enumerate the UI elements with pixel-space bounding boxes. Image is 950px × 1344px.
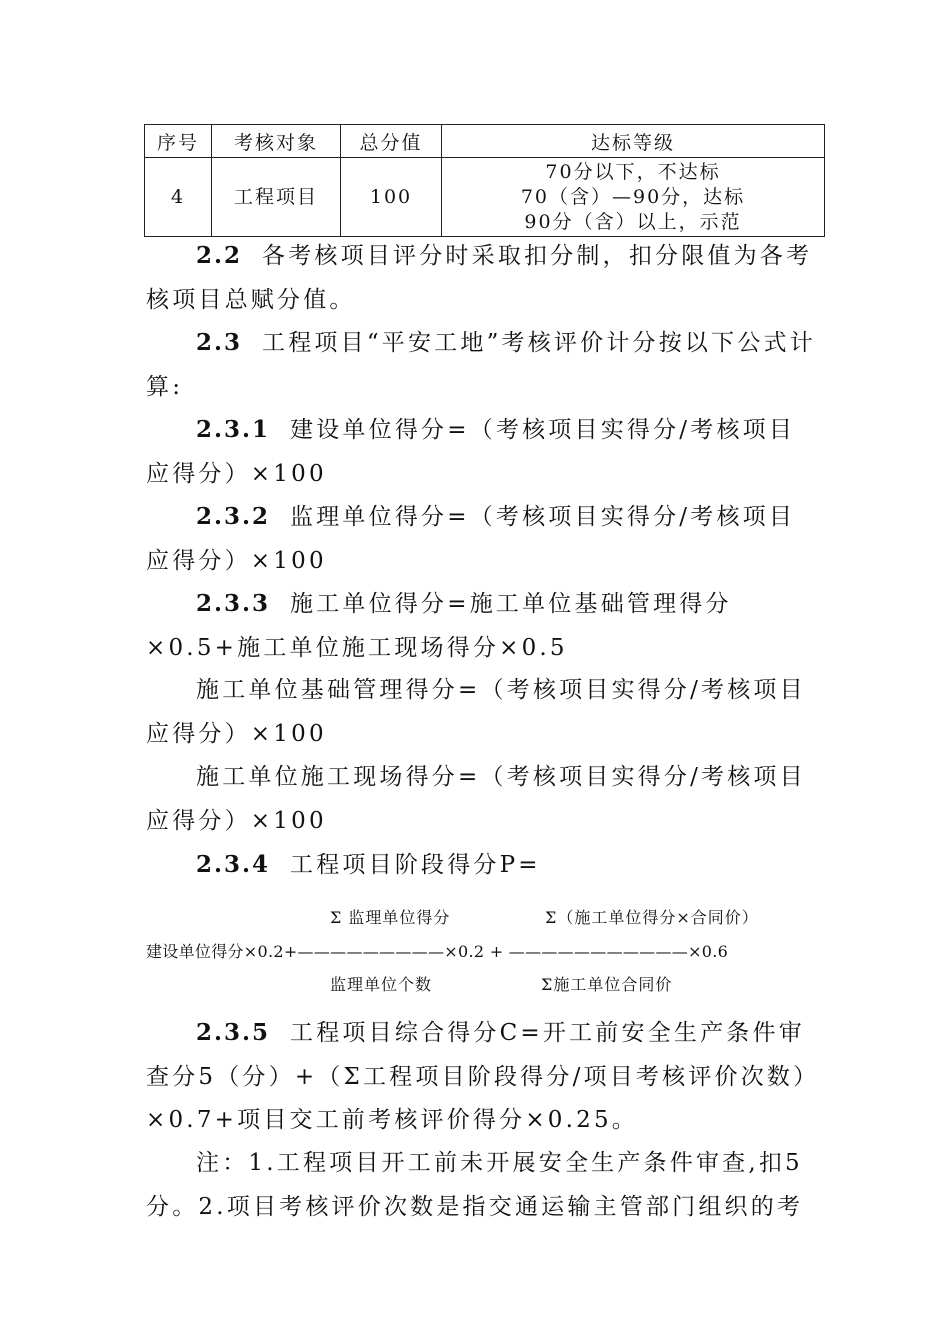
paragraph-2-3-3 <box>146 582 816 670</box>
header-cell-no: 序号 <box>145 125 212 158</box>
section-number: 2.3.4 <box>196 851 271 878</box>
paragraph-text: 各考核项目评分时采取扣分制，扣分限值为各考核项目总赋分值。 <box>146 243 813 313</box>
header-cell-target: 考核对象 <box>212 125 341 158</box>
section-number: 2.3.3 <box>196 590 271 617</box>
level-line: 90分（含）以上，示范 <box>524 210 742 233</box>
formula-numerator-2: Σ（施工单位得分×合同价） <box>545 908 759 927</box>
cell-levels <box>442 158 825 237</box>
assessment-table <box>144 124 825 237</box>
header-cell-score: 总分值 <box>341 125 442 158</box>
paragraph-text: 监理单位得分=（考核项目实得分/考核项目应得分）×100 <box>146 504 796 574</box>
level-line: 70分以下，不达标 <box>545 160 721 183</box>
table-row <box>145 158 825 237</box>
paragraph-text: 施工单位基础管理得分=（考核项目实得分/考核项目应得分）×100 <box>146 677 806 747</box>
paragraph-text: 注：1.工程项目开工前未开展安全生产条件审查,扣5分。2.项目考核评价次数是指交通运输主管部门组织的考 <box>146 1150 804 1220</box>
paragraph-2-2 <box>146 234 816 322</box>
paragraph-text: 工程项目“平安工地”考核评价计分按以下公式计算: <box>146 330 816 400</box>
section-number: 2.3.1 <box>196 416 271 443</box>
cell-no: 4 <box>145 158 212 237</box>
paragraph-basic-management <box>146 669 816 756</box>
paragraph-2-3 <box>146 321 816 409</box>
paragraph-site <box>146 756 816 843</box>
section-number: 2.3.5 <box>196 1019 271 1046</box>
paragraph-text: 施工单位施工现场得分=（考核项目实得分/考核项目应得分）×100 <box>146 764 806 834</box>
table-header-row <box>145 125 825 158</box>
section-number: 2.2 <box>196 242 243 269</box>
level-line: 70（含）—90分，达标 <box>520 185 746 208</box>
paragraph-2-3-5 <box>146 1011 816 1143</box>
paragraph-text: 工程项目综合得分C=开工前安全生产条件审查分5（分）+（Σ工程项目阶段得分/项目考核评价次数）×0.7+项目交工前考核评价得分×0.25。 <box>146 1020 808 1133</box>
cell-target: 工程项目 <box>212 158 341 237</box>
cell-score: 100 <box>341 158 442 237</box>
formula-numerator-1: Σ 监理单位得分 <box>330 908 451 927</box>
paragraph-2-3-1 <box>146 408 816 496</box>
paragraph-2-3-4 <box>146 843 816 888</box>
paragraph-text: 建设单位得分=（考核项目实得分/考核项目应得分）×100 <box>146 417 796 487</box>
section-number: 2.3 <box>196 329 243 356</box>
formula-main-line: 建设单位得分×0.2+—————————×0.2 + ———————————×0.6 <box>146 942 729 961</box>
paragraph-2-3-2 <box>146 495 816 583</box>
paragraph-note <box>146 1142 816 1229</box>
paragraph-text: 工程项目阶段得分P= <box>290 852 541 878</box>
section-number: 2.3.2 <box>196 503 271 530</box>
formula-denominator-2: Σ施工单位合同价 <box>541 975 673 994</box>
formula-denominator-1: 监理单位个数 <box>330 975 433 994</box>
header-cell-levels: 达标等级 <box>442 125 825 158</box>
paragraph-text: 施工单位得分=施工单位基础管理得分×0.5+施工单位施工现场得分×0.5 <box>146 591 732 661</box>
